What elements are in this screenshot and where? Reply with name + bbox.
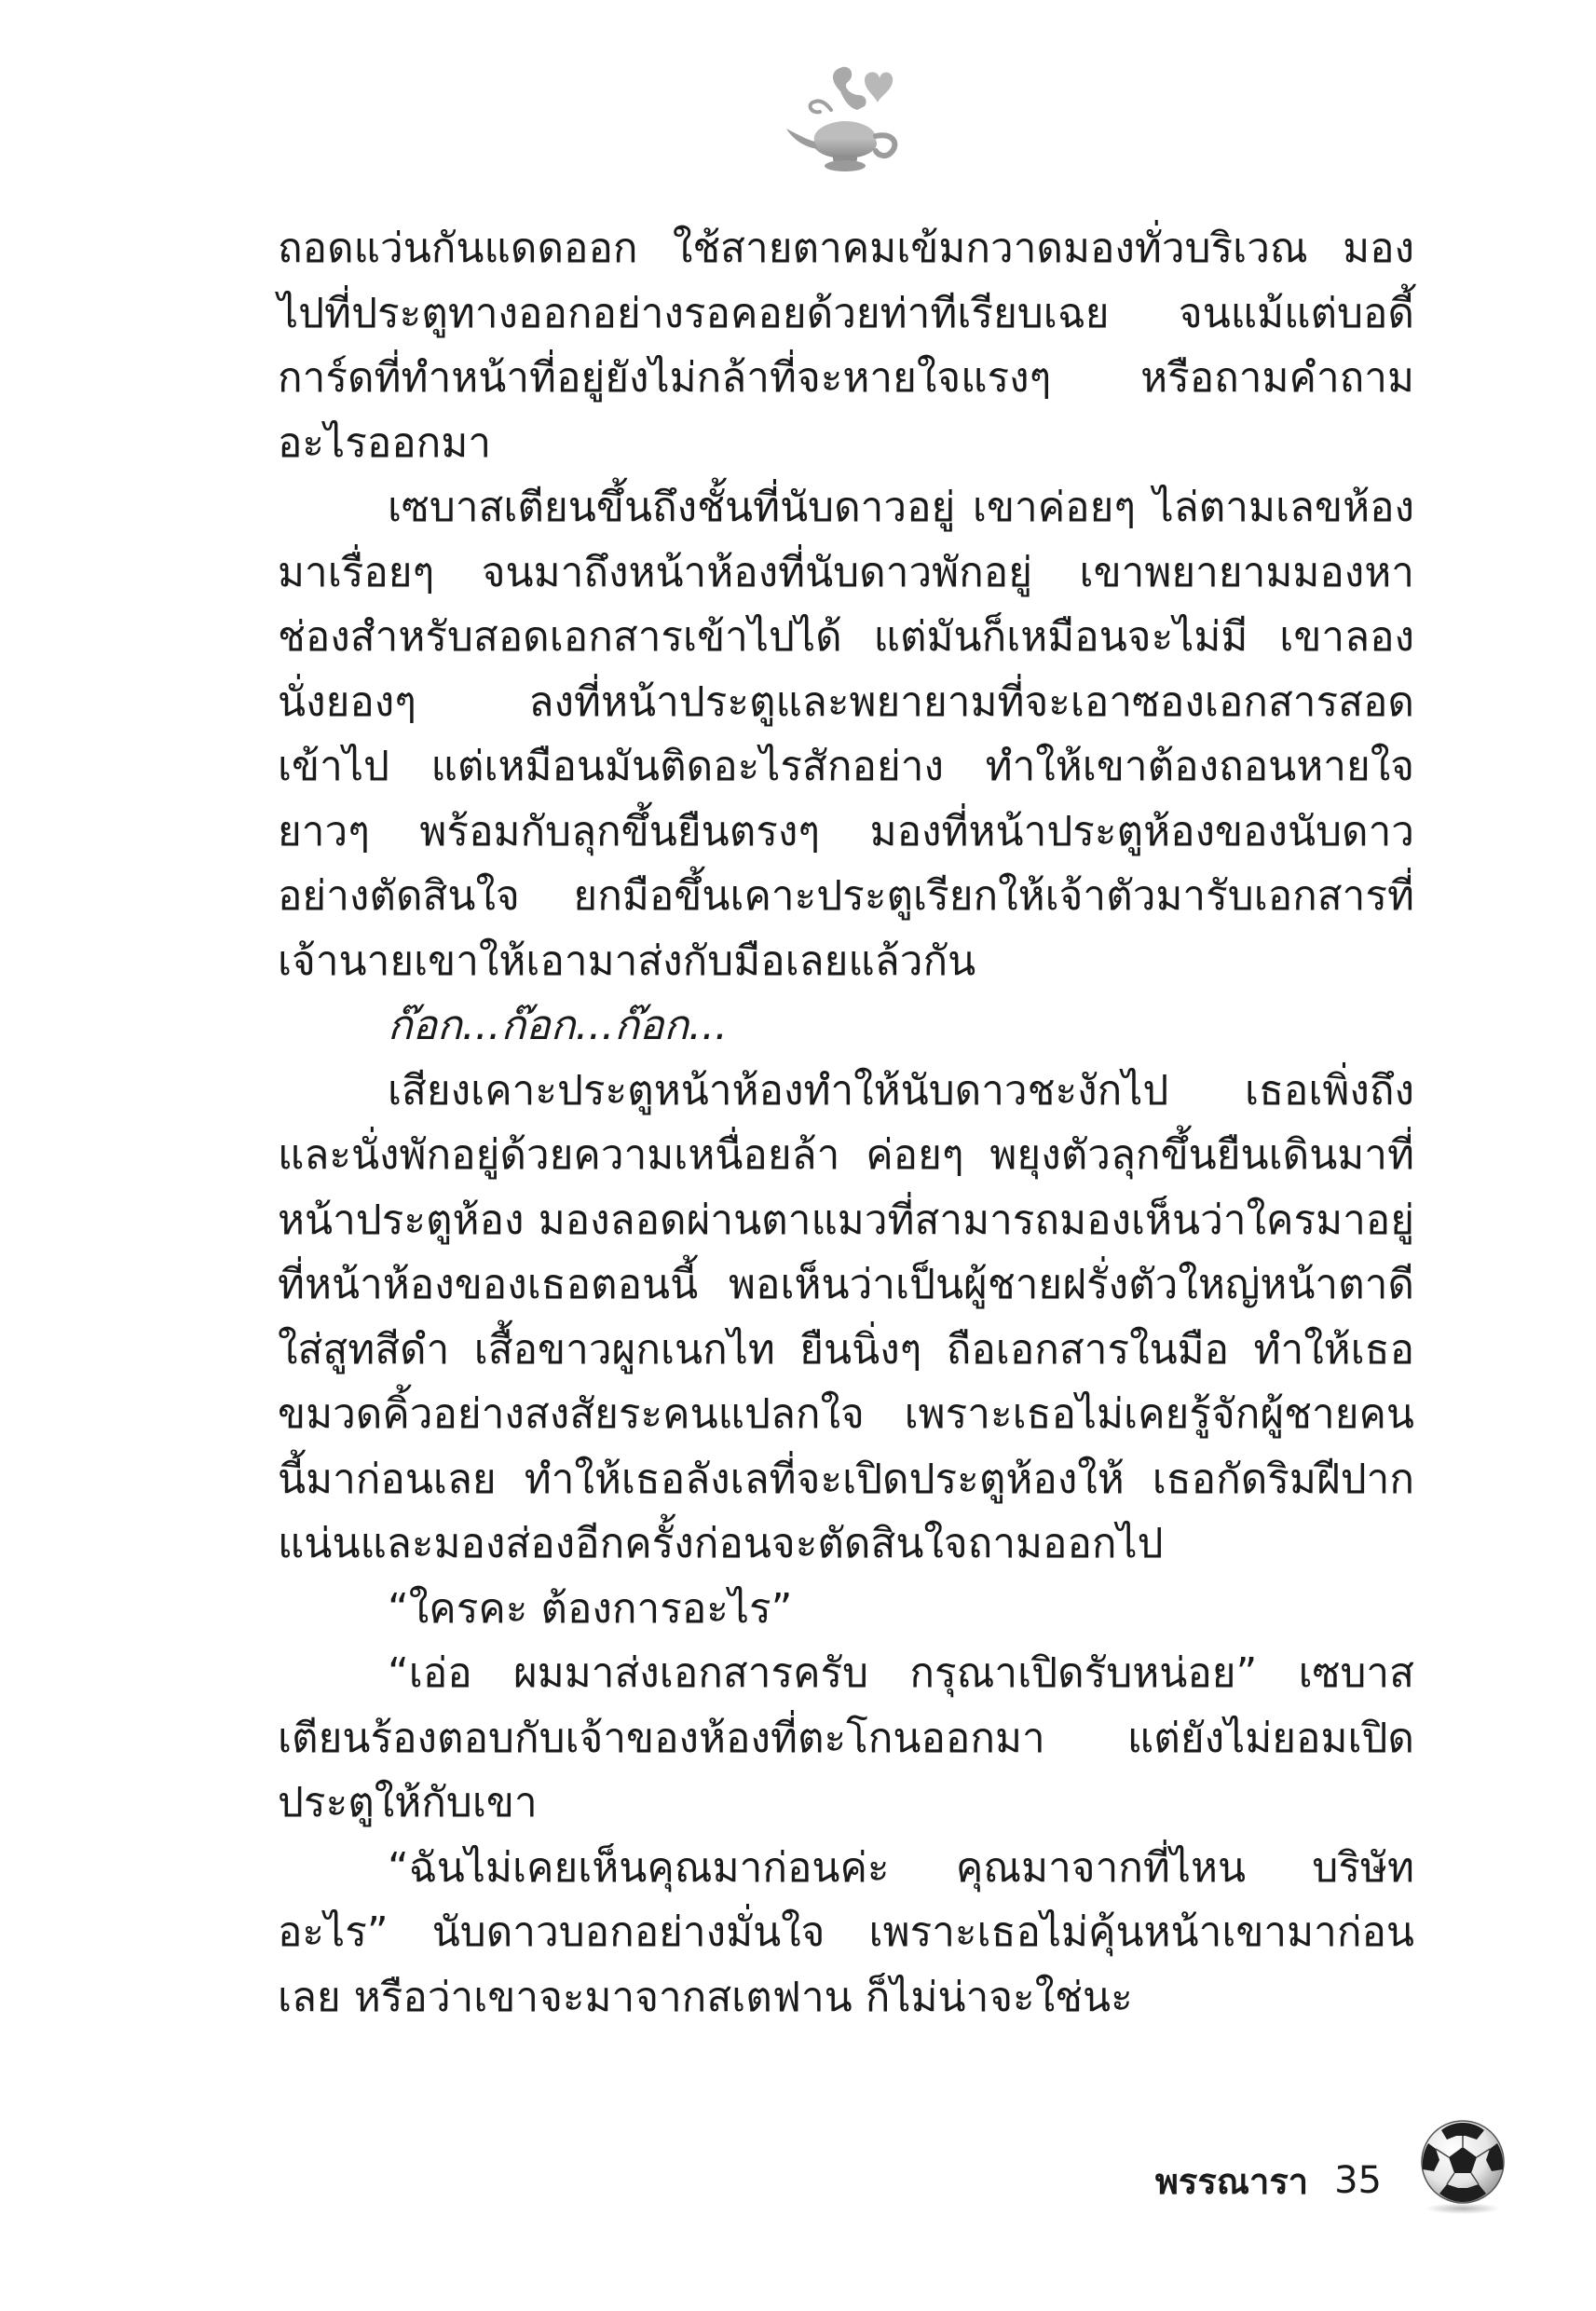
author-name: พรรณารา [1154,2160,1309,2202]
sound-effect-paragraph: ก๊อก...ก๊อก...ก๊อก... [388,1002,728,1049]
paragraph: เสียงเคาะประตูหน้าห้องทำให้นับดาวชะงักไป เธอเพิ่งถึงและนั่งพักอยู่ด้วยความเหนื่อยล้า ค่อยๆ พยุงตัวลุกขึ้นยืนเดินมาที่หน้าประตูห้อง มองลอดผ่านตาแมวที่สามารถมองเห็นว่าใครมาอยู่ที่หน้าห้องของเธอตอนนี้ พอเห็นว่าเป็นผู้ชายฝรั่งตัวใหญ่หน้าตาดี ใส่สูทสีดำ เสื้อขาวผูกเนกไท ยืนนิ่งๆ ถือเอกสารในมือ ทำให้เธอขมวดคิ้วอย่างสงสัยระคนแปลกใจ เพราะเธอไม่เคยรู้จักผู้ชายคนนี้มาก่อนเลย ทำให้เธอลังเลที่จะเปิดประตูห้องให้ เธอกัดริมฝีปากแน่นและมองส่องอีกครั้งก่อนจะตัดสินใจถามออกไป [278,1066,1414,1567]
paragraph: เซบาสเตียนขึ้นถึงชั้นที่นับดาวอยู่ เขาค่อยๆ ไล่ตามเลขห้องมาเรื่อยๆ จนมาถึงหน้าห้องที่นับดาวพักอยู่ เขาพยายามมองหาช่องสำหรับสอดเอกสารเข้าไปได้ แต่มันก็เหมือนจะไม่มี เขาลองนั่งยองๆ ลงที่หน้าประตูและพยายามที่จะเอาซองเอกสารสอดเข้าไป แต่เหมือนมันติดอะไรสักอย่าง ทำให้เขาต้องถอนหายใจยาวๆ พร้อมกับลุกขึ้นยืนตรงๆ มองที่หน้าประตูห้องของนับดาวอย่างตัดสินใจ ยกมือขึ้นเคาะประตูเรียกให้เจ้าตัวมารับเอกสารที่เจ้านายเขาให้เอามาส่งกับมือเลยแล้วกัน [278,484,1414,985]
page-number: 35 [1334,2159,1382,2202]
genie-lamp-icon [775,54,915,194]
chapter-text [278,216,1414,2030]
dialogue-paragraph: “ใครคะ ต้องการอะไร” [388,1584,793,1633]
page-footer [1155,2143,1382,2218]
paragraph: ถอดแว่นกันแดดออก ใช้สายตาคมเข้มกวาดมองทั่วบริเวณ มองไปที่ประตูทางออกอย่างรอคอยด้วยท่าทีเรียบเฉย จนแม้แต่บอดี้การ์ดที่ทำหน้าที่อยู่ยังไม่กล้าที่จะหายใจแรงๆ หรือถามคำถามอะไรออกมา [278,225,1414,467]
dialogue-paragraph: “เอ่อ ผมมาส่งเอกสารครับ กรุณาเปิดรับหน่อย” เซบาสเตียนร้องตอบกับเจ้าของห้องที่ตะโกนออกมา แต่ยังไม่ยอมเปิดประตูให้กับเขา [278,1649,1414,1826]
dialogue-paragraph: “ฉันไม่เคยเห็นคุณมาก่อนค่ะ คุณมาจากที่ไหน บริษัทอะไร” นับดาวบอกอย่างมั่นใจ เพราะเธอไม่คุ้นหน้าเขามาก่อนเลย หรือว่าเขาจะมาจากสเตฟาน ก็ไม่น่าจะใช่นะ [278,1843,1414,2021]
soccer-ball-icon [1412,2115,1514,2218]
